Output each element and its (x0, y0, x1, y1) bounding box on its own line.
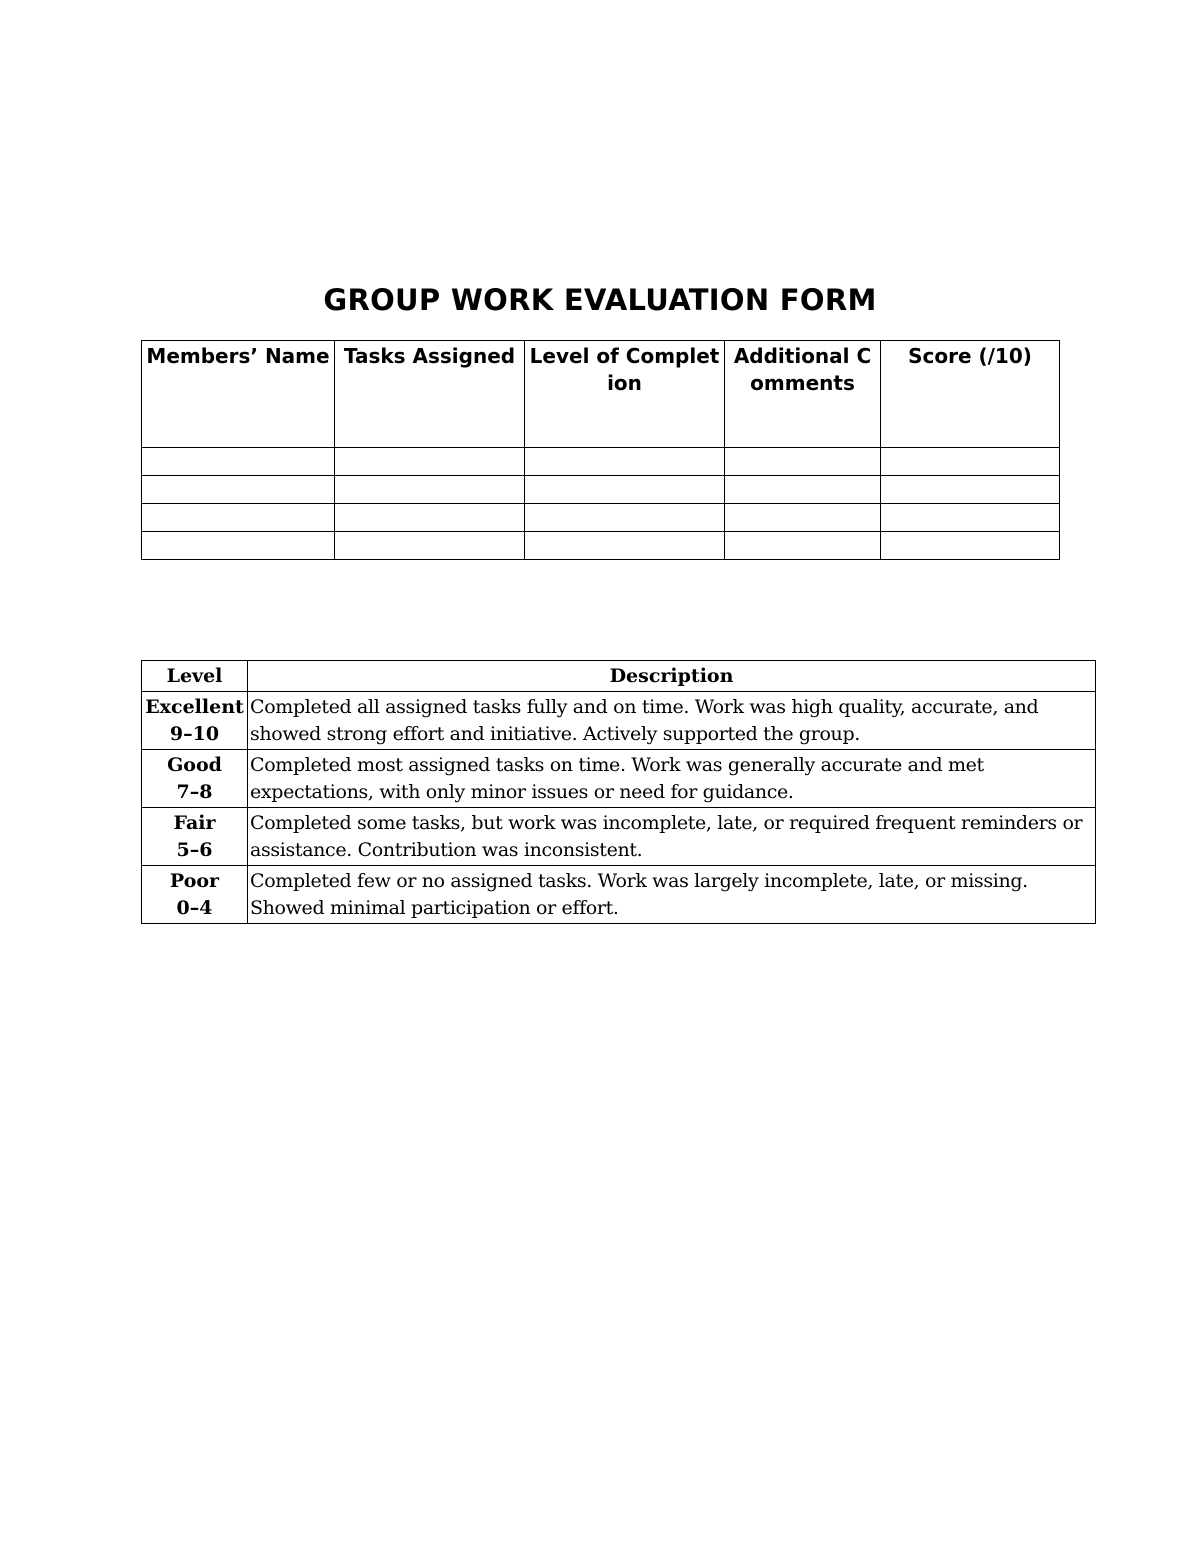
table-row (142, 448, 1060, 476)
evaluation-header-row (142, 341, 1060, 448)
members-name-cell[interactable] (142, 504, 335, 532)
rubric-header-row (142, 661, 1096, 692)
tasks-assigned-cell[interactable] (335, 532, 525, 560)
score-cell[interactable] (881, 476, 1060, 504)
rubric-row (142, 750, 1096, 808)
members-name-cell[interactable] (142, 448, 335, 476)
description-cell: Completed few or no assigned tasks. Work was largely incomplete, late, or missing. Showed minimal participation or effort. (248, 866, 1096, 924)
evaluation-table (141, 340, 1060, 560)
members-name-cell[interactable] (142, 476, 335, 504)
level-of-completion-cell[interactable] (525, 448, 725, 476)
level-name: Fair (173, 812, 216, 834)
score-cell[interactable] (881, 532, 1060, 560)
additional-comments-cell[interactable] (725, 532, 881, 560)
rubric-table (141, 660, 1096, 924)
level-cell (142, 866, 248, 924)
header-level-of-completion: Level of Completion (525, 341, 725, 448)
level-name: Excellent (145, 696, 244, 718)
level-range: 7–8 (176, 781, 213, 803)
description-cell: Completed some tasks, but work was incomplete, late, or required frequent reminders or assistance. Contribution was inconsistent. (248, 808, 1096, 866)
level-of-completion-cell[interactable] (525, 504, 725, 532)
rubric-row (142, 692, 1096, 750)
level-range: 0–4 (176, 897, 213, 919)
description-cell: Completed all assigned tasks fully and on time. Work was high quality, accurate, and showed strong effort and initiative. Actively supported the group. (248, 692, 1096, 750)
header-score: Score (/10) (881, 341, 1060, 448)
rubric-row (142, 808, 1096, 866)
tasks-assigned-cell[interactable] (335, 504, 525, 532)
header-additional-comments: Additional Comments (725, 341, 881, 448)
header-description: Description (248, 661, 1096, 692)
level-range: 9–10 (169, 723, 220, 745)
additional-comments-cell[interactable] (725, 448, 881, 476)
level-of-completion-cell[interactable] (525, 532, 725, 560)
header-level: Level (142, 661, 248, 692)
level-cell (142, 750, 248, 808)
form-title: GROUP WORK EVALUATION FORM (323, 283, 877, 317)
score-cell[interactable] (881, 504, 1060, 532)
members-name-cell[interactable] (142, 532, 335, 560)
table-row (142, 476, 1060, 504)
table-row (142, 504, 1060, 532)
level-name: Poor (169, 870, 220, 892)
header-tasks-assigned: Tasks Assigned (335, 341, 525, 448)
level-cell (142, 808, 248, 866)
score-cell[interactable] (881, 448, 1060, 476)
tasks-assigned-cell[interactable] (335, 448, 525, 476)
additional-comments-cell[interactable] (725, 504, 881, 532)
level-of-completion-cell[interactable] (525, 476, 725, 504)
additional-comments-cell[interactable] (725, 476, 881, 504)
level-range: 5–6 (176, 839, 213, 861)
header-members-name: Members’ Name (142, 341, 335, 448)
rubric-row (142, 866, 1096, 924)
level-name: Good (167, 754, 222, 776)
description-cell: Completed most assigned tasks on time. Work was generally accurate and met expectations, with only minor issues or need for guidance. (248, 750, 1096, 808)
level-cell (142, 692, 248, 750)
tasks-assigned-cell[interactable] (335, 476, 525, 504)
table-row (142, 532, 1060, 560)
